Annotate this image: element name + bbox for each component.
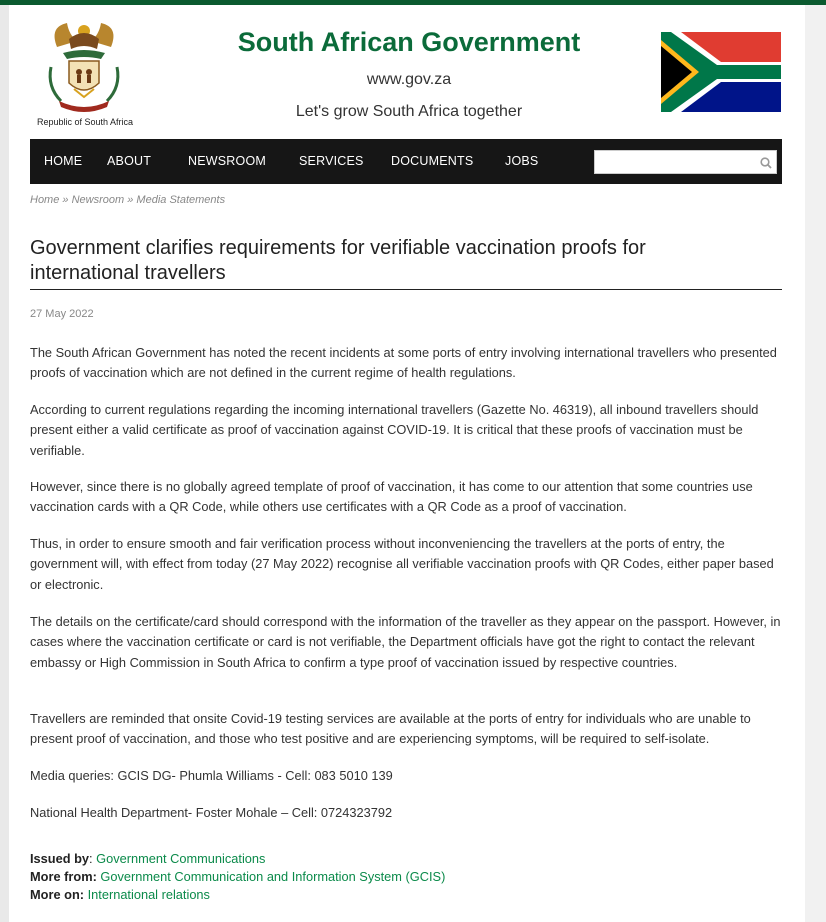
more-from-label: More from: (30, 869, 97, 884)
article-paragraph: Travellers are reminded that onsite Covid-19 testing services are available at the ports of entry for individuals who are unable to present proof of vaccination, and those who test positive and are experiencing symptoms, will be required to self-isolate. (30, 711, 751, 747)
article-paragraph: However, since there is no globally agreed template of proof of vaccination, it has come to our attention that some countries use vaccination cards with a QR Code, while others use certificates with a QR Code as a proof of vaccination. (30, 479, 753, 515)
site-url: www.gov.za (366, 71, 452, 88)
breadcrumb (30, 194, 225, 206)
search-box (594, 150, 777, 174)
issued-by-label: Issued by (30, 851, 90, 866)
nav-item-newsroom[interactable]: NEWSROOM (188, 154, 266, 168)
article-paragraph: The details on the certificate/card should correspond with the information of the traveller as they appear on the passport. However, in cases where the vaccination certificate or card is not verifiable, the Department officials have got the right to contact the relevant embassy or High Commission in South Africa to confirm a type proof of vaccination issued by respective countries. (30, 614, 781, 670)
nav-item-jobs[interactable]: JOBS (505, 154, 539, 168)
title-divider (30, 289, 782, 290)
article-paragraph: According to current regulations regarding the incoming international travellers (Gazette No. 46319), all inbound travellers should present either a valid certificate as proof of vaccination against COVID-19. It is critical that these proofs of vaccination must be verifiable. (30, 402, 759, 458)
breadcrumb-separator: » (127, 194, 134, 206)
nav-item-about[interactable]: ABOUT (107, 154, 152, 168)
south-africa-flag-icon (661, 32, 781, 112)
breadcrumb-home[interactable]: Home (30, 194, 60, 206)
article-paragraph: Thus, in order to ensure smooth and fair verification process without inconveniencing the travellers at the ports of entry, the government will, with effect from today (27 May 2022) recognise all verifiable vaccination proofs with QR Codes, either paper based or electronic. (30, 536, 774, 592)
issued-by-row: Issued by: Government Communications (30, 851, 266, 866)
coat-caption: Republic of South Africa (36, 117, 134, 127)
more-on-label: More on: (30, 887, 85, 902)
search-input[interactable] (595, 151, 755, 173)
nav-item-home[interactable]: HOME (44, 154, 83, 168)
search-icon[interactable] (759, 156, 773, 170)
health-dept-contact-line: National Health Department- Foster Mohale – Cell: 0724323792 (30, 805, 393, 820)
site-title[interactable]: South African Government (237, 27, 581, 57)
article-date: 27 May 2022 (30, 308, 94, 320)
site-tagline: Let's grow South Africa together (295, 103, 523, 120)
nav-item-documents[interactable]: DOCUMENTS (391, 154, 474, 168)
scrollbar-gutter[interactable] (805, 5, 826, 922)
page-container (9, 5, 805, 922)
nav-item-services[interactable]: SERVICES (299, 154, 364, 168)
page-title: Government clarifies requirements for verifiable vaccination proofs for international travellers (30, 237, 646, 284)
main-navigation (30, 139, 782, 184)
more-from-row (30, 869, 445, 884)
breadcrumb-newsroom[interactable]: Newsroom (71, 194, 125, 206)
more-on-link[interactable]: International relations (87, 887, 210, 902)
more-on-row (30, 887, 210, 902)
media-queries-line: Media queries: GCIS DG- Phumla Williams - Cell: 083 5010 139 (30, 768, 393, 783)
coat-of-arms-icon[interactable] (39, 17, 129, 117)
more-from-link[interactable]: Government Communication and Information System (GCIS) (100, 869, 446, 884)
breadcrumb-media-statements[interactable]: Media Statements (136, 194, 226, 206)
breadcrumb-separator: » (62, 194, 69, 206)
article-paragraph: The South African Government has noted the recent incidents at some ports of entry involving international travellers who presented proofs of vaccination which are not defined in the current regime of health regulations. (30, 345, 777, 381)
issued-by-link[interactable]: Government Communications (96, 851, 266, 866)
